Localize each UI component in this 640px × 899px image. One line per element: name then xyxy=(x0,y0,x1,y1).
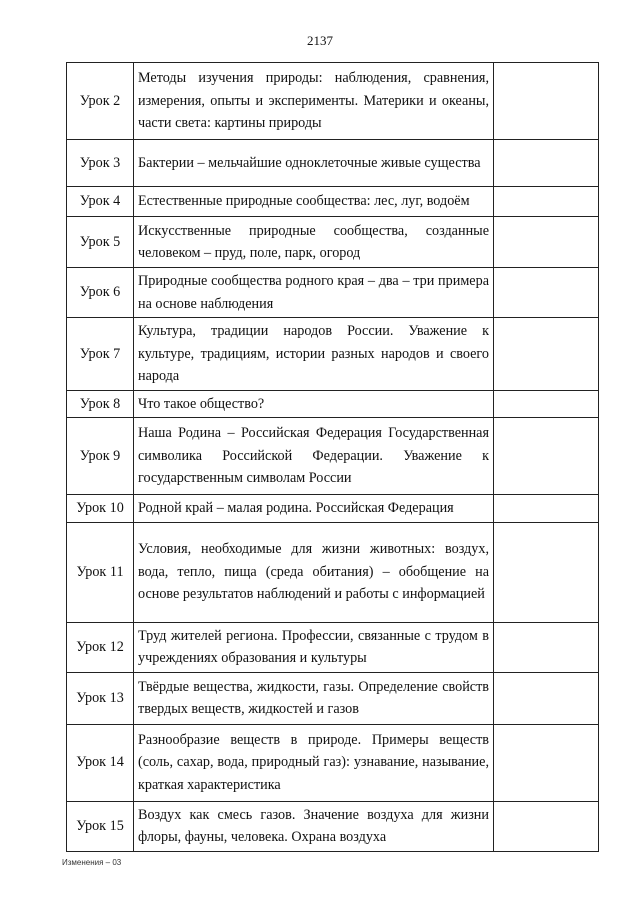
empty-cell xyxy=(494,318,599,391)
lessons-table-body xyxy=(67,63,599,852)
topic-cell: Культура, традиции народов России. Уважение к культуре, традициям, истории разных народов и своего народа xyxy=(134,318,494,391)
empty-cell xyxy=(494,187,599,217)
topic-cell: Природные сообщества родного края – два – три примера на основе наблюдения xyxy=(134,268,494,318)
empty-cell xyxy=(494,801,599,851)
empty-cell xyxy=(494,140,599,187)
empty-cell xyxy=(494,418,599,495)
table-row xyxy=(67,268,599,318)
table-row xyxy=(67,724,599,801)
table-row xyxy=(67,522,599,622)
table-row xyxy=(67,140,599,187)
topic-cell: Естественные природные сообщества: лес, луг, водоём xyxy=(134,187,494,217)
lesson-cell: Урок 2 xyxy=(67,63,134,140)
empty-cell xyxy=(494,217,599,268)
topic-cell: Искусственные природные сообщества, созданные человеком – пруд, поле, парк, огород xyxy=(134,217,494,268)
table-row xyxy=(67,63,599,140)
lesson-cell: Урок 8 xyxy=(67,390,134,418)
topic-cell: Наша Родина – Российская Федерация Государственная символика Российской Федерации. Уважение к государственным символам России xyxy=(134,418,494,495)
table-row xyxy=(67,390,599,418)
topic-cell: Методы изучения природы: наблюдения, сравнения, измерения, опыты и эксперименты. Материки и океаны, части света: картины природы xyxy=(134,63,494,140)
table-row xyxy=(67,418,599,495)
topic-cell: Родной край – малая родина. Российская Федерация xyxy=(134,495,494,523)
topic-cell: Разнообразие веществ в природе. Примеры веществ (соль, сахар, вода, природный газ): узнавание, называние, краткая характеристика xyxy=(134,724,494,801)
table-row xyxy=(67,801,599,851)
lesson-cell: Урок 12 xyxy=(67,622,134,672)
table-row xyxy=(67,318,599,391)
lesson-cell: Урок 14 xyxy=(67,724,134,801)
empty-cell xyxy=(494,724,599,801)
lesson-cell: Урок 6 xyxy=(67,268,134,318)
lesson-cell: Урок 10 xyxy=(67,495,134,523)
empty-cell xyxy=(494,268,599,318)
lesson-cell: Урок 7 xyxy=(67,318,134,391)
topic-cell: Труд жителей региона. Профессии, связанные с трудом в учреждениях образования и культуры xyxy=(134,622,494,672)
topic-cell: Бактерии – мельчайшие одноклеточные живые существа xyxy=(134,140,494,187)
table-row xyxy=(67,217,599,268)
lesson-cell: Урок 13 xyxy=(67,672,134,724)
empty-cell xyxy=(494,390,599,418)
empty-cell xyxy=(494,522,599,622)
lesson-cell: Урок 4 xyxy=(67,187,134,217)
empty-cell xyxy=(494,622,599,672)
lesson-cell: Урок 9 xyxy=(67,418,134,495)
lesson-cell: Урок 11 xyxy=(67,522,134,622)
topic-cell: Воздух как смесь газов. Значение воздуха для жизни флоры, фауны, человека. Охрана воздуха xyxy=(134,801,494,851)
table-row xyxy=(67,672,599,724)
lesson-cell: Урок 3 xyxy=(67,140,134,187)
topic-cell: Условия, необходимые для жизни животных: воздух, вода, тепло, пища (среда обитания) – обобщение на основе результатов наблюдений и работы с информацией xyxy=(134,522,494,622)
lessons-table xyxy=(66,62,599,852)
table-row xyxy=(67,187,599,217)
empty-cell xyxy=(494,672,599,724)
footer-revision: Изменения – 03 xyxy=(62,858,122,867)
page-number: 2137 xyxy=(307,33,333,48)
table-row xyxy=(67,495,599,523)
table-row xyxy=(67,622,599,672)
topic-cell: Что такое общество? xyxy=(134,390,494,418)
lesson-cell: Урок 5 xyxy=(67,217,134,268)
empty-cell xyxy=(494,495,599,523)
lesson-cell: Урок 15 xyxy=(67,801,134,851)
empty-cell xyxy=(494,63,599,140)
topic-cell: Твёрдые вещества, жидкости, газы. Определение свойств твердых веществ, жидкостей и газов xyxy=(134,672,494,724)
